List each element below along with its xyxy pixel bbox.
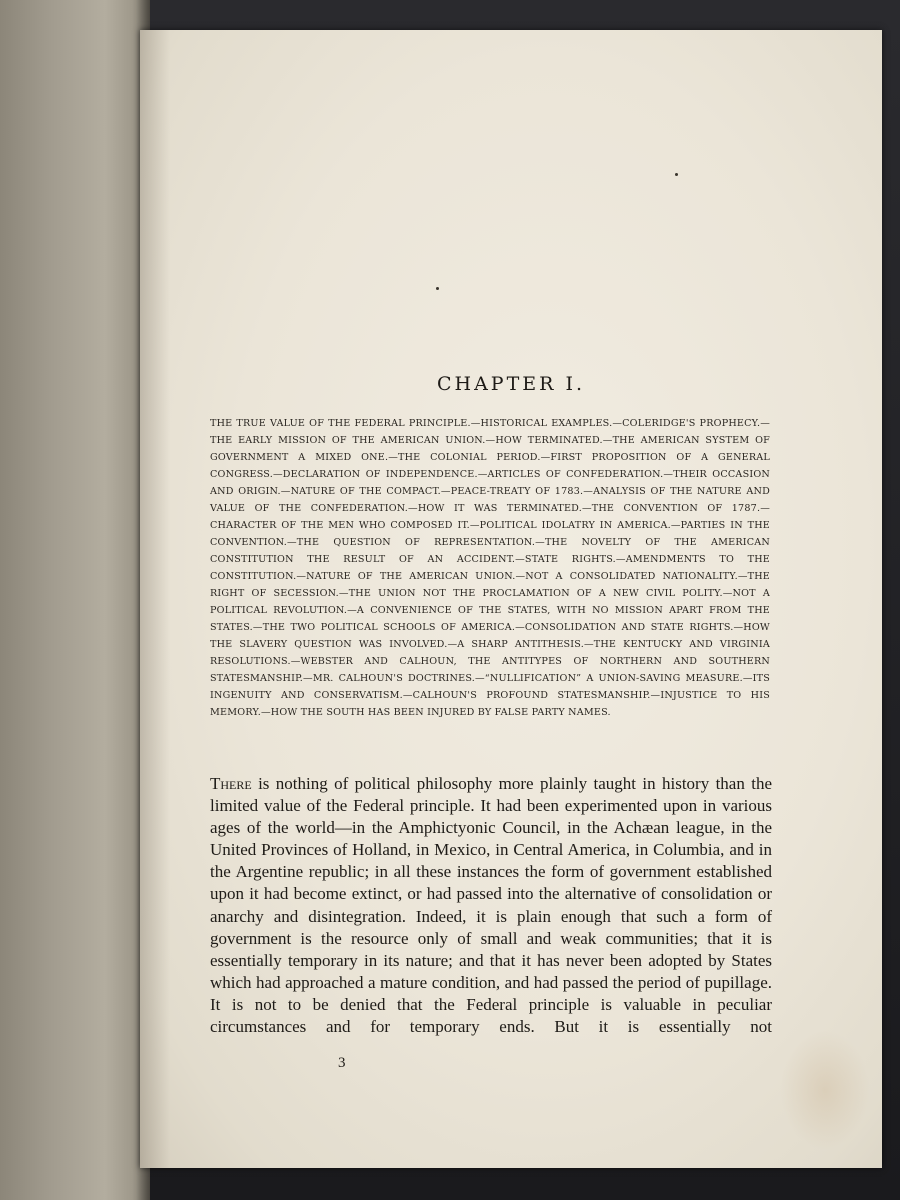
lead-word: There <box>210 774 252 793</box>
previous-page-edge <box>0 0 150 1200</box>
paper-speck <box>675 173 678 176</box>
chapter-heading: CHAPTER I. <box>436 373 586 395</box>
body-paragraph <box>210 773 772 1038</box>
page-number: 3 <box>338 1055 346 1071</box>
paper-speck <box>436 287 439 290</box>
chapter-synopsis: THE TRUE VALUE OF THE FEDERAL PRINCIPLE.—HISTORICAL EXAMPLES.—COLERIDGE'S PROPHECY.—THE EARLY MISSION OF THE AMERICAN UNION.—HOW TERMINATED.—THE AMERICAN SYSTEM OF GOVERNMENT A MIXED ONE.—THE COLONIAL PERIOD.—FIRST PROPOSITION OF A GENERAL CONGRESS.—DECLARATION OF INDEPENDENCE.—ARTICLES OF CONFEDERATION.—THEIR OCCASION AND ORIGIN.—NATURE OF THE COMPACT.—PEACE-TREATY OF 1783.—ANALYSIS OF THE NATURE AND VALUE OF THE CONFEDERATION.—HOW IT WAS TERMINATED.—THE CONVENTION OF 1787.—CHARACTER OF THE MEN WHO COMPOSED IT.—POLITICAL IDOLATRY IN AMERICA.—PARTIES IN THE CONVENTION.—THE QUESTION OF REPRESENTATION.—THE NOVELTY OF THE AMERICAN CONSTITUTION THE RESULT OF AN ACCIDENT.—STATE RIGHTS.—AMENDMENTS TO THE CONSTITUTION.—NATURE OF THE AMERICAN UNION.—NOT A CONSOLIDATED NATIONALITY.—THE RIGHT OF SECESSION.—THE UNION NOT THE PROCLAMATION OF A NEW CIVIL POLITY.—NOT A POLITICAL REVOLUTION.—A CONVENIENCE OF THE STATES, WITH NO MISSION APART FROM THE STATES.—THE TWO POLITICAL SCHOOLS OF AMERICA.—CONSOLIDATION AND STATE RIGHTS.—HOW THE SLAVERY QUESTION WAS INVOLVED.—A SHARP ANTITHESIS.—THE KENTUCKY AND VIRGINIA RESOLUTIONS.—WEBSTER AND CALHOUN, THE ANTITYPES OF NORTHERN AND SOUTHERN STATESMANSHIP.—MR. CALHOUN'S DOCTRINES.—“NULLIFICATION” A UNION-SAVING MEASURE.—ITS INGENUITY AND CONSERVATISM.—CALHOUN'S PROFOUND STATESMANSHIP.—INJUSTICE TO HIS MEMORY.—HOW THE SOUTH HAS BEEN INJURED BY FALSE PARTY NAMES. <box>210 418 770 718</box>
paragraph-text: is nothing of political philosophy more plainly taught in history than the limited value of the Federal principle. It had been experimented upon in various ages of the world—in the Amphictyonic Council, in the Achæan league, in the United Provinces of Holland, in Mexico, in Central America, in Columbia, and in the Argentine republic; in all these instances the form of government established upon it had become extinct, or had passed into the alternative of consolidation or anarchy and disintegration. Indeed, it is plain enough that such a form of government is the resource only of small and weak communities; that it is essentially temporary in its nature; and that it has never been adopted by States which had approached a mature condition, and had passed the period of pupillage. It is not to be denied that the Federal principle is valuable in peculiar circumstances and for temporary ends. But it is essentially not <box>210 774 772 1037</box>
paper-stain <box>780 1030 870 1150</box>
book-page <box>140 30 882 1168</box>
